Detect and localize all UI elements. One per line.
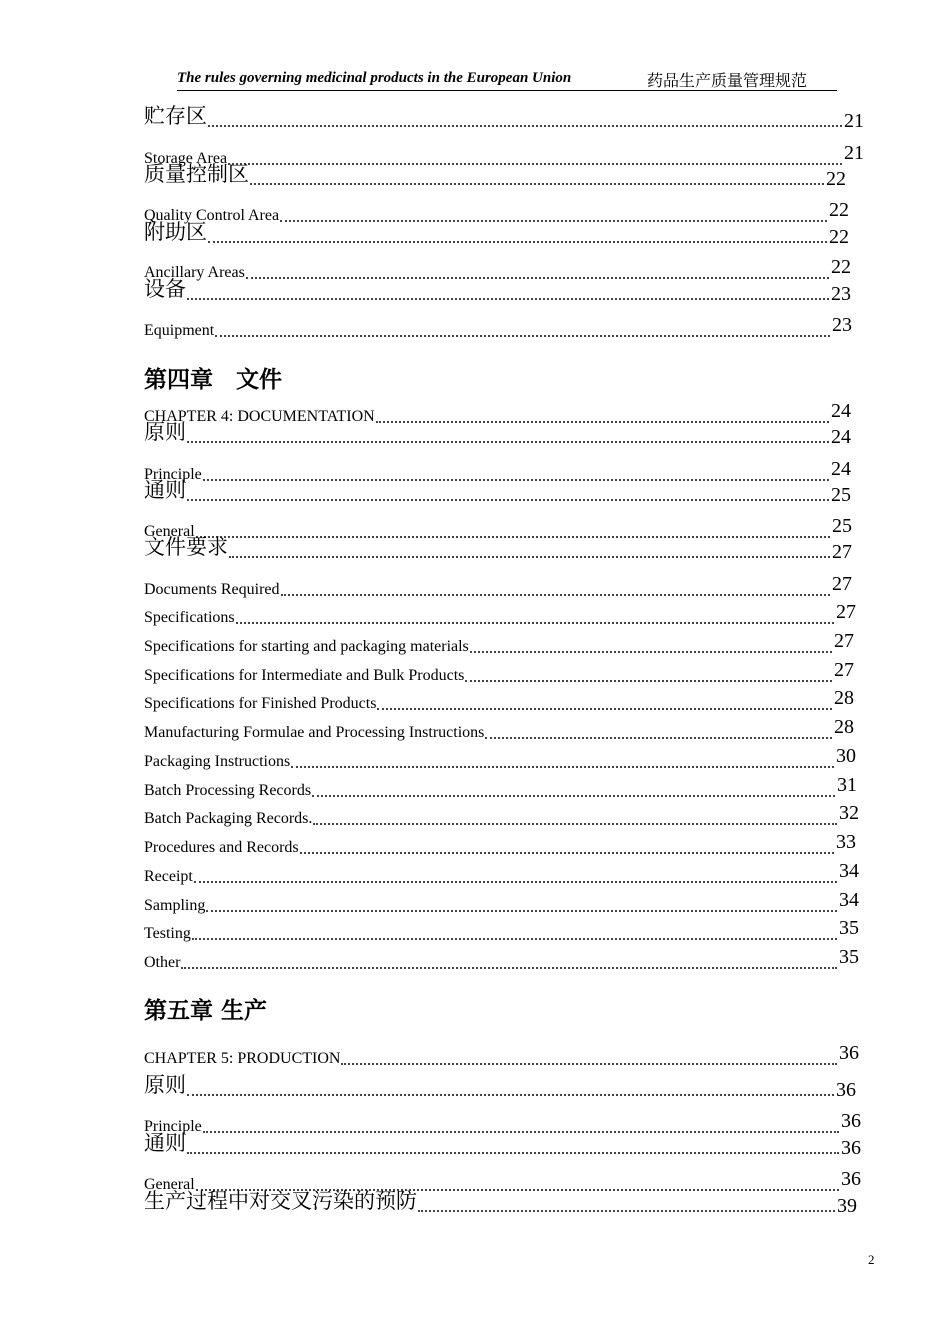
- dot-leader: [300, 852, 834, 854]
- toc-entry-page: 27: [832, 573, 852, 595]
- chapter-heading: 第五章 生产: [144, 998, 268, 1024]
- toc-entry[interactable]: [144, 630, 854, 658]
- toc-entry-page: 35: [839, 917, 859, 939]
- toc-entry[interactable]: [144, 420, 851, 448]
- toc-entry-label: Testing: [144, 925, 191, 942]
- toc-entry-label: CHAPTER 4: DOCUMENTATION: [144, 408, 375, 425]
- dot-leader: [208, 125, 842, 127]
- toc-entry[interactable]: [144, 745, 856, 773]
- toc-entry-page: 21: [844, 142, 864, 164]
- toc-entry[interactable]: [144, 831, 856, 859]
- toc-entry-page: 28: [834, 687, 854, 709]
- toc-entry-page: 27: [836, 601, 856, 623]
- toc-entry-page: 34: [839, 860, 859, 882]
- toc-entry-page: 27: [834, 630, 854, 652]
- dot-leader: [192, 938, 837, 940]
- dot-leader: [187, 298, 829, 300]
- toc-entry-label: Manufacturing Formulae and Processing Instructions: [144, 724, 485, 741]
- dot-leader: [187, 441, 829, 443]
- dot-leader: [215, 335, 830, 337]
- toc-entry-label: Specifications for Intermediate and Bulk Products: [144, 667, 465, 684]
- toc-entry-page: 25: [832, 515, 852, 537]
- dot-leader: [312, 795, 835, 797]
- toc-entry-label: 附助区: [144, 220, 207, 244]
- toc-entry-label: CHAPTER 5: PRODUCTION: [144, 1050, 341, 1067]
- toc-entry-page: 36: [839, 1042, 859, 1064]
- toc-entry-label: Batch Packaging Records.: [144, 810, 313, 827]
- toc-entry[interactable]: [144, 1042, 859, 1070]
- toc-entry-label: 原则: [144, 1073, 186, 1097]
- dot-leader: [206, 910, 837, 912]
- toc-entry-label: Principle: [144, 1118, 202, 1135]
- toc-entry[interactable]: [144, 601, 856, 629]
- toc-entry-page: 21: [844, 110, 864, 132]
- dot-leader: [187, 499, 829, 501]
- dot-leader: [181, 967, 837, 969]
- dot-leader: [341, 1063, 837, 1065]
- toc-entry[interactable]: [144, 478, 851, 506]
- toc-entry[interactable]: [144, 659, 854, 687]
- toc-entry-label: Principle: [144, 466, 202, 483]
- toc-entry-page: 27: [834, 659, 854, 681]
- header-title-en: The rules governing medicinal products in the European Union: [177, 70, 572, 86]
- dot-leader: [203, 479, 829, 481]
- toc-entry-page: 22: [829, 226, 849, 248]
- dot-leader: [208, 241, 827, 243]
- dot-leader: [376, 421, 829, 423]
- toc-entry-label: Specifications: [144, 609, 235, 626]
- toc-entry-label: Ancillary Areas: [144, 264, 245, 281]
- toc-entry[interactable]: [144, 104, 864, 132]
- dot-leader: [291, 766, 834, 768]
- toc-entry-page: 36: [841, 1137, 861, 1159]
- dot-leader: [194, 881, 837, 883]
- toc-entry[interactable]: [144, 802, 859, 830]
- toc-entry[interactable]: [144, 1073, 856, 1101]
- toc-entry[interactable]: [144, 1189, 857, 1217]
- toc-entry[interactable]: [144, 860, 859, 888]
- dot-leader: [236, 622, 834, 624]
- toc-entry-page: 34: [839, 889, 859, 911]
- toc-entry-label: Procedures and Records: [144, 839, 299, 856]
- dot-leader: [313, 823, 837, 825]
- toc-entry[interactable]: [144, 687, 854, 715]
- dot-leader: [228, 163, 842, 165]
- toc-entry-label: 贮存区: [144, 104, 207, 128]
- dot-leader: [246, 277, 829, 279]
- toc-entry-page: 28: [834, 716, 854, 738]
- toc-entry-page: 24: [831, 400, 851, 422]
- toc-entry-page: 39: [837, 1195, 857, 1217]
- toc-entry-page: 36: [841, 1168, 861, 1190]
- toc-entry-label: Specifications for starting and packaging materials: [144, 638, 469, 655]
- dot-leader: [281, 594, 830, 596]
- toc-entry-label: Documents Required: [144, 581, 280, 598]
- toc-entry-label: Batch Processing Records: [144, 782, 312, 799]
- toc-entry-label: General: [144, 1176, 195, 1193]
- toc-entry-label: 设备: [144, 277, 186, 301]
- toc-entry-page: 23: [831, 283, 851, 305]
- dot-leader: [465, 680, 832, 682]
- toc-entry[interactable]: [144, 314, 852, 342]
- toc-entry-page: 22: [829, 199, 849, 221]
- toc-entry-label: Sampling: [144, 897, 206, 914]
- toc-entry-label: Quality Control Area: [144, 207, 280, 224]
- toc-entry-page: 24: [831, 426, 851, 448]
- toc-entry-page: 31: [837, 774, 857, 796]
- toc-entry-label: 通则: [144, 1131, 186, 1155]
- toc-entry-page: 35: [839, 946, 859, 968]
- dot-leader: [187, 1152, 839, 1154]
- toc-entry-page: 30: [836, 745, 856, 767]
- dot-leader: [229, 556, 830, 558]
- toc-entry[interactable]: [144, 162, 846, 190]
- toc-entry[interactable]: [144, 1131, 861, 1159]
- toc-entry-label: 生产过程中对交叉污染的预防: [144, 1189, 417, 1213]
- dot-leader: [418, 1210, 835, 1212]
- toc-entry-label: Specifications for Finished Products: [144, 695, 377, 712]
- table-of-contents: [144, 0, 864, 1344]
- toc-entry-page: 36: [836, 1079, 856, 1101]
- toc-entry-page: 36: [841, 1110, 861, 1132]
- toc-entry-label: 通则: [144, 478, 186, 502]
- toc-entry-page: 27: [832, 541, 852, 563]
- dot-leader: [187, 1094, 834, 1096]
- toc-entry-label: Storage Area: [144, 150, 228, 167]
- toc-entry[interactable]: [144, 220, 849, 248]
- toc-entry[interactable]: [144, 277, 851, 305]
- toc-entry-page: 22: [831, 256, 851, 278]
- toc-entry-label: Other: [144, 954, 181, 971]
- toc-entry-label: General: [144, 523, 195, 540]
- toc-entry[interactable]: [144, 946, 859, 974]
- toc-entry-page: 25: [831, 484, 851, 506]
- toc-entry-page: 32: [839, 802, 859, 824]
- dot-leader: [196, 536, 830, 538]
- dot-leader: [250, 183, 824, 185]
- dot-leader: [485, 737, 832, 739]
- toc-entry-label: Packaging Instructions: [144, 753, 291, 770]
- chapter-heading: 第四章 文件: [144, 367, 282, 393]
- dot-leader: [203, 1131, 839, 1133]
- toc-entry[interactable]: [144, 716, 854, 744]
- toc-entry-page: 23: [832, 314, 852, 336]
- toc-entry[interactable]: [144, 535, 852, 563]
- page-number: 2: [868, 1252, 875, 1267]
- toc-entry-label: 文件要求: [144, 535, 228, 559]
- dot-leader: [377, 708, 832, 710]
- toc-entry-page: 33: [836, 831, 856, 853]
- toc-entry[interactable]: [144, 774, 857, 802]
- toc-entry[interactable]: [144, 573, 852, 601]
- header-title-cn: 药品生产质量管理规范: [647, 71, 808, 90]
- toc-entry[interactable]: [144, 889, 859, 917]
- toc-entry-label: Receipt: [144, 868, 193, 885]
- toc-entry-label: 质量控制区: [144, 162, 249, 186]
- dot-leader: [280, 220, 827, 222]
- toc-entry-page: 24: [831, 458, 851, 480]
- toc-entry-page: 22: [826, 168, 846, 190]
- toc-entry[interactable]: [144, 917, 859, 945]
- dot-leader: [470, 651, 832, 653]
- toc-entry-label: Equipment: [144, 322, 215, 339]
- toc-entry-label: 原则: [144, 420, 186, 444]
